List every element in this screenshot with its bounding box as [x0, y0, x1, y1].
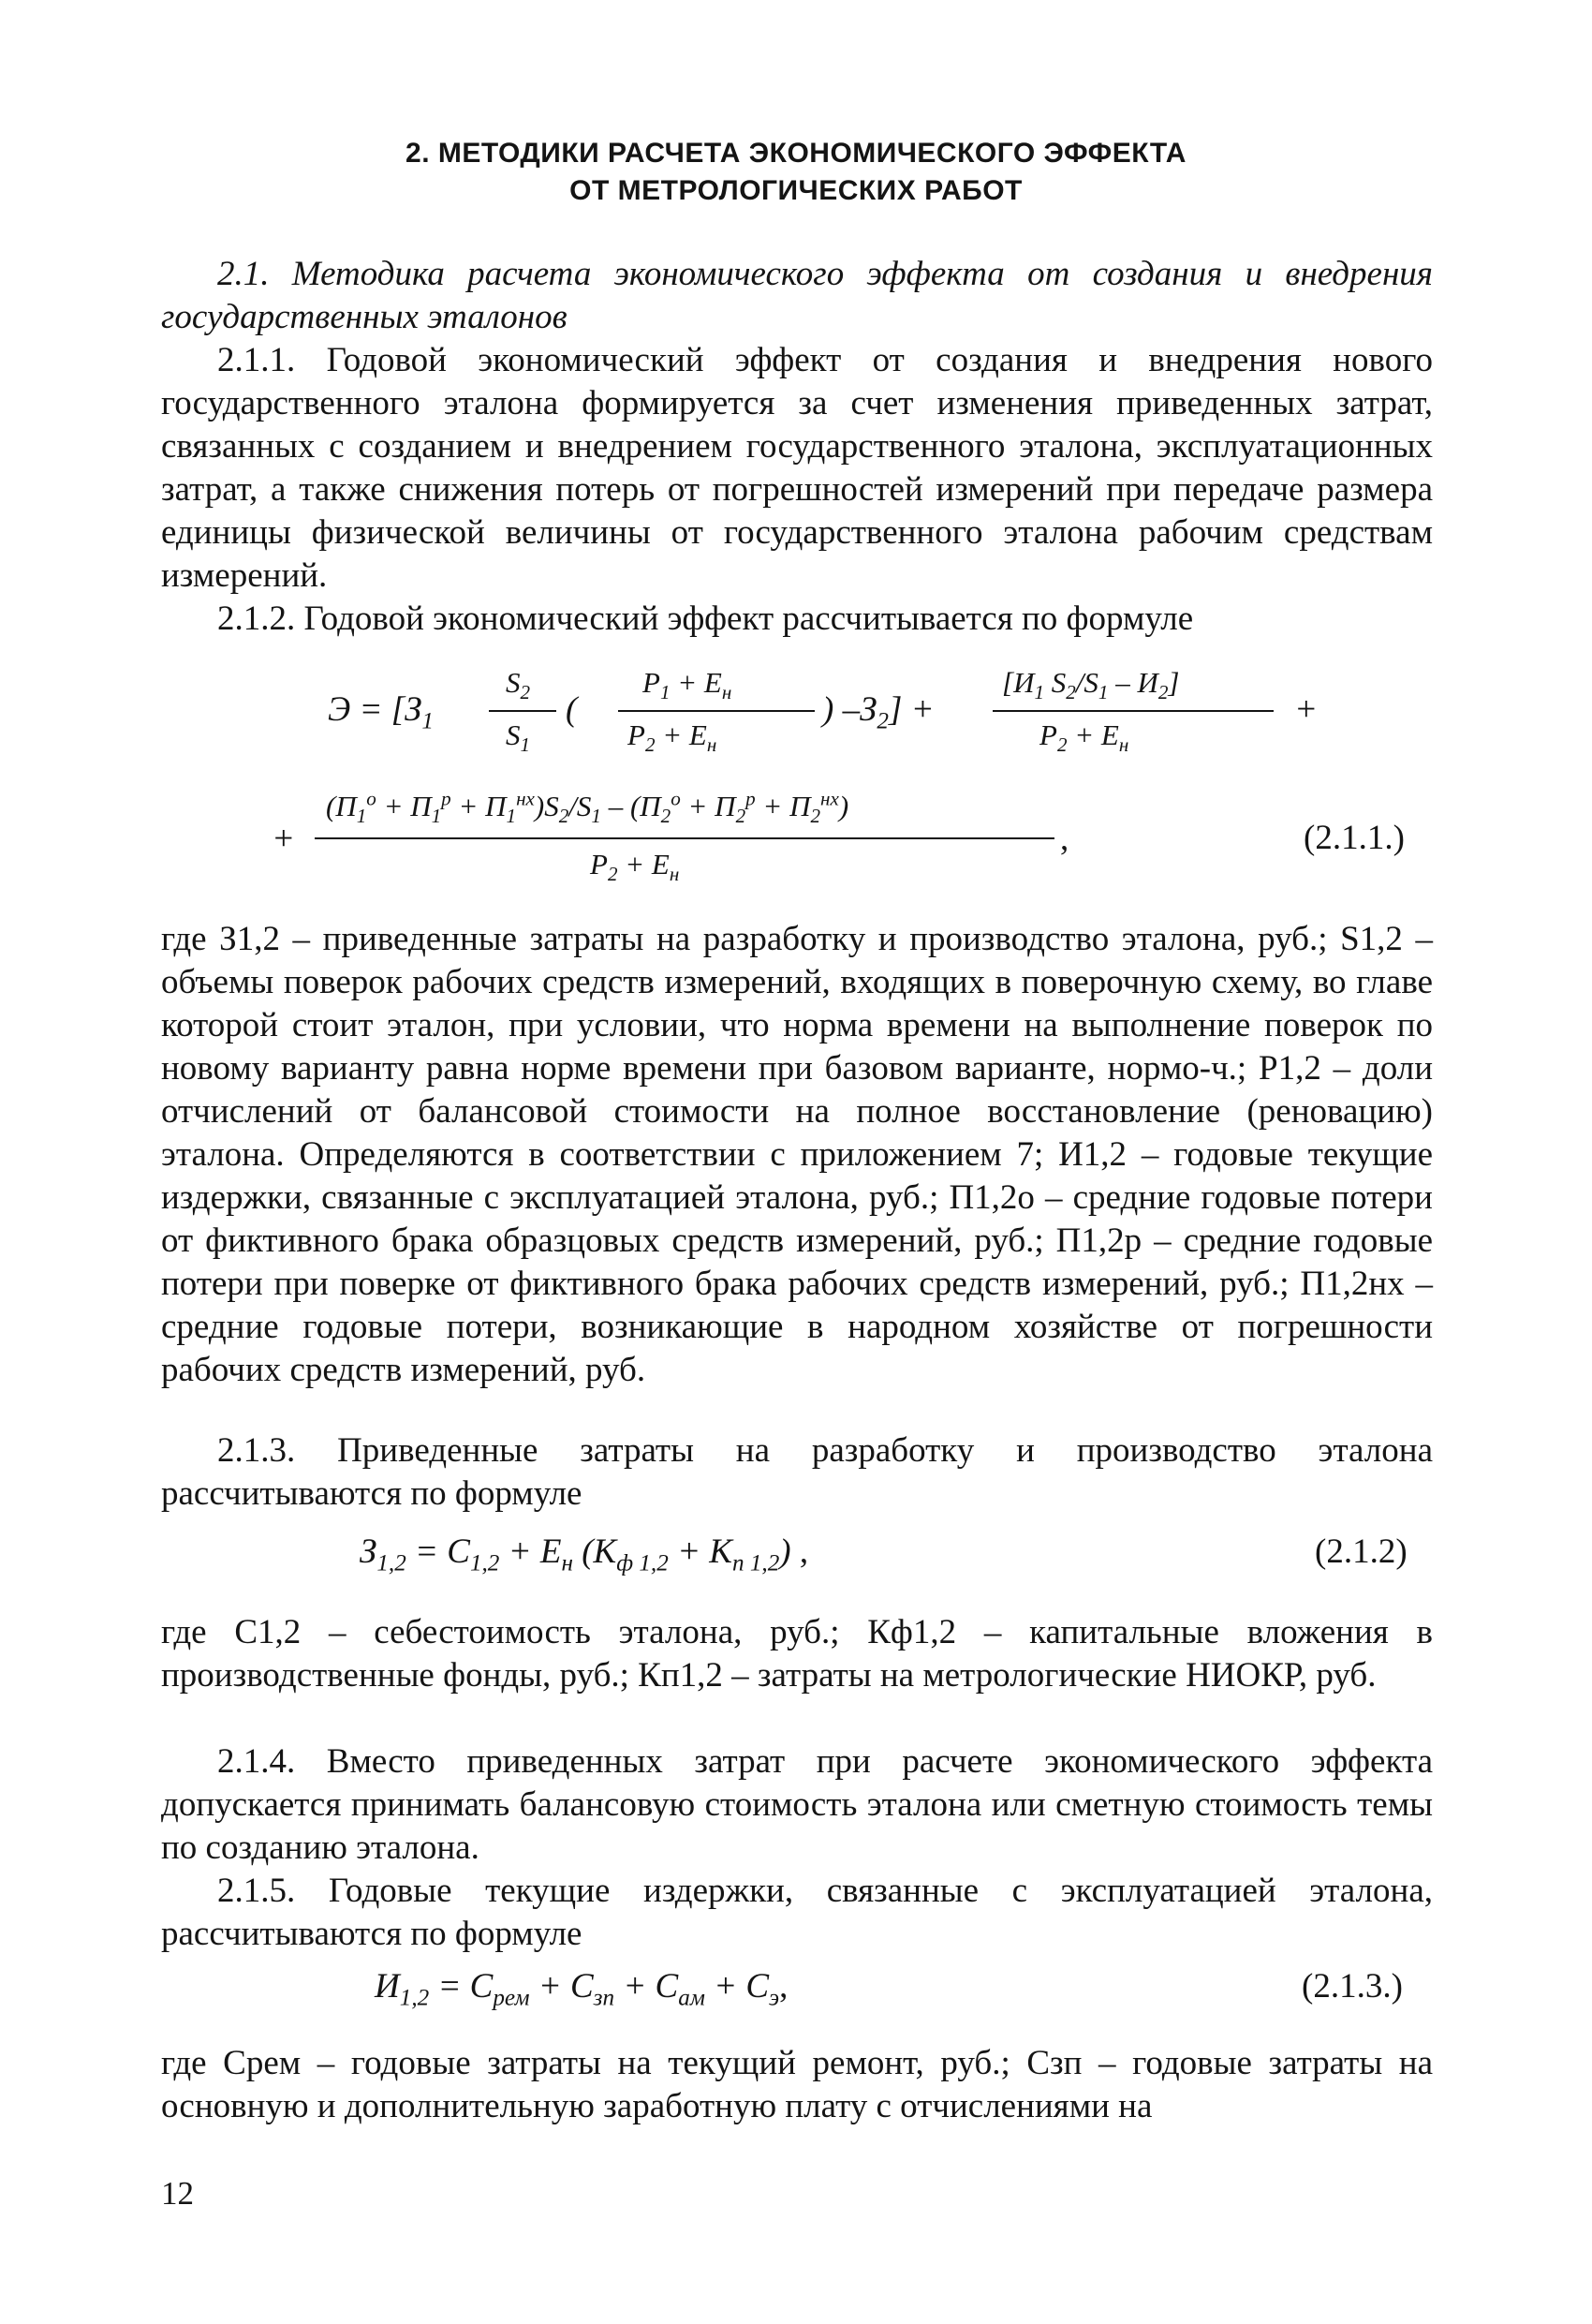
paragraph-2-1-3: [161, 1429, 1433, 1516]
formula-frac4-den: $P_2 + E_н$: [590, 848, 680, 886]
document-page: 2. МЕТОДИКИ РАСЧЕТА ЭКОНОМИЧЕСКОГО ЭФФЕКТА ОТ МЕТРОЛОГИЧЕСКИХ РАБОТ 2.1. Методика расчета экономического эффекта от создания и внедрения государственных эталонов 2.1.1. Годовой экономический эффект от создания и внедрения нового государственного эталона формируется за счет изменения приведенных затрат, связанных с созданием и внедрением государственного эталона, эксплуатационных затрат, а также снижения потерь от погрешностей измерений при передаче размера единицы физической величины от государственного эталона рабочим средствам измерений. 2.1.2. Годовой экономический эффект рассчитывается по формуле $Э = [З_1$ $S_2$ $S_1$ ( $P_1 + E_н$ $P_2 + E_н$ ) $-З_2$] + [$И_1$ $S_2/S_1 - И_2$] $P_2 + E_н$ + + $(П_1^о + П_1^р + П_1^{нх})S_2/S_1 - (П_2^о + П_2^р + П_2^{нх})$ $P_2 + E_н$ , (2.1.1.) где З1,2 – приведенные затраты на разработку и производство эталона, руб.; S1,2 – объемы поверок рабочих средств измерений, входящих в поверочную схему, во главе которой стоит эталон, при условии, что норма времени на выполнение поверок по новому варианту равна норме времени при базовом варианте, нормо-ч.; P1,2 – доли отчислений от балансовой стоимости на полное восстановление (реновацию) эталона. Определяются в соответствии с приложением 7; И1,2 – годовые текущие издержки, связанные с эксплуатацией эталона, руб.; П1,2о – средние годовые потери от фиктивного брака образцовых средств измерений, руб.; П1,2р – средние годовые потери при поверке от фиктивного брака рабочих средств измерений, руб.; П1,2нх – средние годовые потери, возникающие в народном хозяйстве от погрешности рабочих средств измерений, руб. 2.1.3. Приведенные затраты на разработку и производство эталона рассчитываются по формуле $З_{1,2} = C_{1,2} + E_н$ $(K_{ф 1,2} + K_{п 1,2})$ , (2.1.2) где C1,2 – себестоимость эталона, руб.; Кф1,2 – капитальные вложения в производственные фонды, руб.; Кп1,2 – затраты на метрологические НИОКР, руб. 2.1.4. Вместо приведенных затрат при расчете экономического эффекта допускается принимать балансовую стоимость эталона или сметную стоимость темы по созданию эталона. 2.1.5. Годовые текущие издержки, связанные с эксплуатацией эталона, рассчитываются по формуле $И_{1,2} = C_{рем} + C_{зп} + C_{ам} + C_э$, (2.1.3.) где Cрем – годовые затраты на текущий ремонт, руб.; Cзп – годовые затраты на основную и дополнительную заработную плату с отчислениями на 12: [0, 0, 1592, 2324]
formula-frac3-num: [$И_1$ $S_2/S_1 - И_2$]: [1002, 666, 1180, 704]
paragraph-where-1-text: где З1,2 – приведенные затраты на разработку и производство эталона, руб.; S1,2 – объемы поверок рабочих средств измерений, входящих в поверочную схему, во главе которой стоит эталон, при условии, что норма времени на выполнение поверок по новому варианту равна норме времени при базовом варианте, нормо-ч.; P1,2 – доли отчислений от балансовой стоимости на полное восстановление (реновацию) эталона. Определяются в соответствии с приложением 7; И1,2 – годовые текущие издержки, связанные с эксплуатацией эталона, руб.; П1,2о – средние годовые потери от фиктивного брака образцовых средств измерений, руб.; П1,2р – средние годовые потери при поверке от фиктивного брака рабочих средств измерений, руб.; П1,2нх – средние годовые потери, возникающие в народном хозяйстве от погрешности рабочих средств измерений, руб.: [161, 920, 1433, 1389]
paragraph-2-1-5-text: 2.1.5. Годовые текущие издержки, связанные с эксплуатацией эталона, рассчитываются по формуле: [161, 1872, 1433, 1953]
formula-frac4-num: $(П_1^о + П_1^р + П_1^{нх})S_2/S_1 - (П_2^о + П_2^р + П_2^{нх})$: [326, 787, 849, 828]
paragraph-2-1-1-text: 2.1.1. Годовой экономический эффект от создания и внедрения нового государственного эталона формируется за счет изменения приведенных затрат, связанных с созданием и внедрением государственного эталона, эксплуатационных затрат, а также снижения потерь от погрешностей измерений при передаче размера единицы физической величины от государственного эталона рабочим средствам измерений.: [161, 341, 1433, 595]
equation-number-2-1-1: (2.1.1.): [1304, 819, 1405, 857]
formula-lhs: $Э = [З_1$: [328, 690, 434, 734]
fraction-bar: [489, 710, 556, 712]
paragraph-where-2: [161, 1611, 1433, 1697]
paragraph-where-3-text: где Cрем – годовые затраты на текущий ремонт, руб.; Cзп – годовые затраты на основную и дополнительную заработную плату с отчислениями на: [161, 2044, 1433, 2125]
chapter-heading-line-2: ОТ МЕТРОЛОГИЧЕСКИХ РАБОТ: [569, 175, 1023, 206]
paragraph-where-3: [161, 2042, 1433, 2128]
page-number: 12: [161, 2175, 194, 2212]
formula-2-1-2-expression: $З_{1,2} = C_{1,2} + E_н$ $(K_{ф 1,2} + K_{п 1,2})$ ,: [360, 1532, 809, 1576]
formula-frac3-den: $P_2 + E_н$: [1039, 718, 1129, 757]
paragraph-2-1-2-text: 2.1.2. Годовой экономический эффект рассчитывается по формуле: [217, 600, 1194, 638]
fraction-bar: [315, 837, 1054, 839]
section-title-text: 2.1. Методика расчета экономического эффекта от создания и внедрения государственных эталонов: [161, 255, 1433, 336]
formula-frac1-num: $S_2$: [506, 666, 531, 704]
paragraph-2-1-4: [161, 1740, 1433, 1870]
paragraph-2-1-3-text: 2.1.3. Приведенные затраты на разработку и производство эталона рассчитываются по формуле: [161, 1431, 1433, 1513]
equation-number-2-1-2: (2.1.2): [1315, 1532, 1408, 1571]
formula-frac1-den: $S_1$: [506, 718, 531, 757]
formula-2-1-3-expression: $И_{1,2} = C_{рем} + C_{зп} + C_{ам} + C_э$,: [375, 1967, 789, 2011]
paragraph-2-1-5: [161, 1870, 1433, 1956]
paragraph-2-1-4-text: 2.1.4. Вместо приведенных затрат при расчете экономического эффекта допускается принимать балансовую стоимость эталона или сметную стоимость темы по созданию эталона.: [161, 1742, 1433, 1867]
formula-frac2-den: $P_2 + E_н$: [627, 718, 717, 757]
formula-frac2-num: $P_1 + E_н$: [642, 666, 732, 704]
equation-number-2-1-3: (2.1.3.): [1302, 1967, 1403, 2006]
paragraph-2-1-1: [161, 339, 1433, 598]
chapter-heading-line-1: 2. МЕТОДИКИ РАСЧЕТА ЭКОНОМИЧЕСКОГО ЭФФЕКТА: [405, 138, 1187, 169]
fraction-bar: [618, 710, 815, 712]
paragraph-where-1: [161, 918, 1433, 1392]
fraction-bar: [993, 710, 1274, 712]
paragraph-where-2-text: где C1,2 – себестоимость эталона, руб.; Кф1,2 – капитальные вложения в производственные фонды, руб.; Кп1,2 – затраты на метрологические НИОКР, руб.: [161, 1613, 1433, 1695]
paragraph-2-1-2: [161, 598, 1433, 641]
section-title: [161, 253, 1433, 339]
